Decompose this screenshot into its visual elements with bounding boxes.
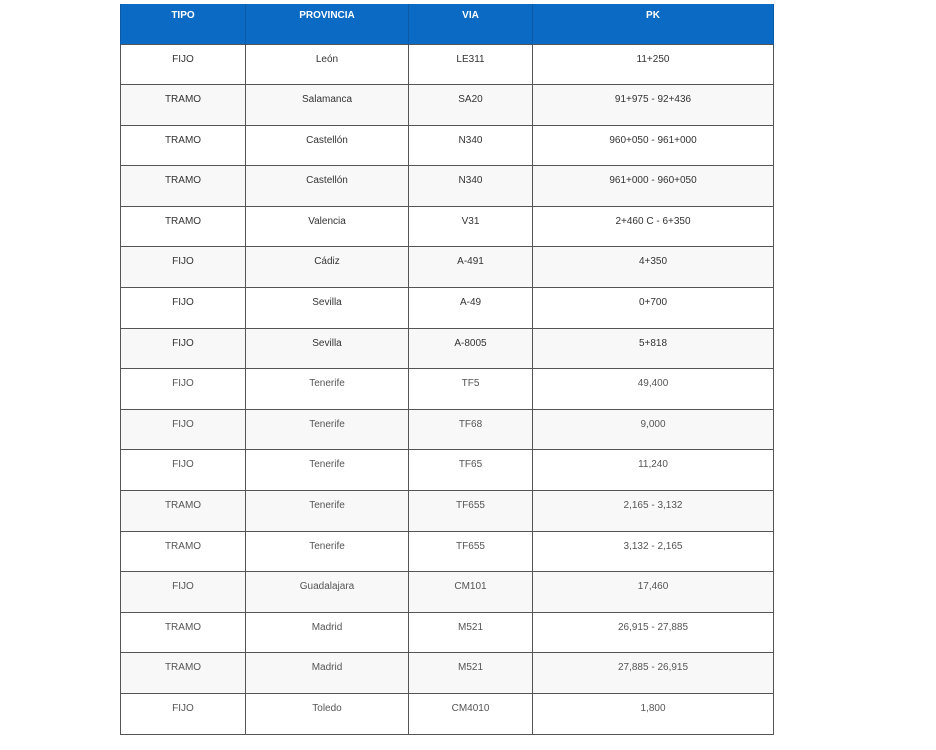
header-row xyxy=(121,4,774,44)
cell-via: TF65 xyxy=(409,450,533,491)
cell-provincia: Madrid xyxy=(246,612,409,653)
header-pk[interactable]: PK xyxy=(533,4,774,44)
cell-provincia: Tenerife xyxy=(246,369,409,410)
cell-tipo: TRAMO xyxy=(121,166,246,207)
cell-pk: 91+975 - 92+436 xyxy=(533,85,774,126)
cell-via: M521 xyxy=(409,653,533,694)
table-row xyxy=(121,450,774,491)
cell-tipo: TRAMO xyxy=(121,125,246,166)
cell-tipo: TRAMO xyxy=(121,491,246,532)
table-body xyxy=(121,44,774,734)
speed-camera-table-container xyxy=(120,4,773,735)
cell-pk: 4+350 xyxy=(533,247,774,288)
cell-tipo: FIJO xyxy=(121,409,246,450)
cell-via: CM101 xyxy=(409,572,533,613)
cell-tipo: FIJO xyxy=(121,247,246,288)
table-row xyxy=(121,288,774,329)
table-row xyxy=(121,531,774,572)
cell-pk: 11,240 xyxy=(533,450,774,491)
cell-provincia: Castellón xyxy=(246,125,409,166)
cell-pk: 9,000 xyxy=(533,409,774,450)
cell-pk: 26,915 - 27,885 xyxy=(533,612,774,653)
cell-via: TF68 xyxy=(409,409,533,450)
cell-via: M521 xyxy=(409,612,533,653)
cell-via: A-49 xyxy=(409,288,533,329)
header-tipo[interactable]: TIPO xyxy=(121,4,246,44)
table-row xyxy=(121,247,774,288)
table-row xyxy=(121,653,774,694)
header-provincia[interactable]: PROVINCIA xyxy=(246,4,409,44)
cell-tipo: TRAMO xyxy=(121,612,246,653)
cell-tipo: FIJO xyxy=(121,328,246,369)
cell-pk: 11+250 xyxy=(533,44,774,85)
cell-pk: 17,460 xyxy=(533,572,774,613)
cell-tipo: FIJO xyxy=(121,572,246,613)
cell-tipo: FIJO xyxy=(121,450,246,491)
table-row xyxy=(121,44,774,85)
table-row xyxy=(121,572,774,613)
cell-provincia: Valencia xyxy=(246,206,409,247)
cell-via: CM4010 xyxy=(409,694,533,735)
cell-provincia: Sevilla xyxy=(246,288,409,329)
table-row xyxy=(121,206,774,247)
cell-tipo: TRAMO xyxy=(121,653,246,694)
cell-pk: 961+000 - 960+050 xyxy=(533,166,774,207)
cell-provincia: Tenerife xyxy=(246,450,409,491)
table-header xyxy=(121,4,774,44)
cell-tipo: FIJO xyxy=(121,369,246,410)
table-row xyxy=(121,166,774,207)
cell-via: SA20 xyxy=(409,85,533,126)
cell-via: LE311 xyxy=(409,44,533,85)
cell-pk: 0+700 xyxy=(533,288,774,329)
cell-pk: 960+050 - 961+000 xyxy=(533,125,774,166)
cell-tipo: FIJO xyxy=(121,694,246,735)
cell-provincia: Sevilla xyxy=(246,328,409,369)
cell-pk: 3,132 - 2,165 xyxy=(533,531,774,572)
cell-via: TF655 xyxy=(409,491,533,532)
cell-pk: 5+818 xyxy=(533,328,774,369)
cell-via: N340 xyxy=(409,166,533,207)
cell-tipo: TRAMO xyxy=(121,531,246,572)
cell-pk: 2,165 - 3,132 xyxy=(533,491,774,532)
table-row xyxy=(121,409,774,450)
cell-pk: 2+460 C - 6+350 xyxy=(533,206,774,247)
cell-provincia: Tenerife xyxy=(246,409,409,450)
cell-provincia: Castellón xyxy=(246,166,409,207)
cell-provincia: Tenerife xyxy=(246,491,409,532)
cell-pk: 1,800 xyxy=(533,694,774,735)
cell-provincia: Salamanca xyxy=(246,85,409,126)
cell-tipo: FIJO xyxy=(121,44,246,85)
cell-via: A-491 xyxy=(409,247,533,288)
cell-pk: 27,885 - 26,915 xyxy=(533,653,774,694)
cell-provincia: Guadalajara xyxy=(246,572,409,613)
cell-provincia: Toledo xyxy=(246,694,409,735)
cell-via: N340 xyxy=(409,125,533,166)
cell-pk: 49,400 xyxy=(533,369,774,410)
cell-via: TF655 xyxy=(409,531,533,572)
cell-provincia: León xyxy=(246,44,409,85)
cell-provincia: Tenerife xyxy=(246,531,409,572)
table-row xyxy=(121,328,774,369)
cell-via: V31 xyxy=(409,206,533,247)
table-row xyxy=(121,125,774,166)
cell-provincia: Cádiz xyxy=(246,247,409,288)
cell-tipo: TRAMO xyxy=(121,85,246,126)
cell-via: TF5 xyxy=(409,369,533,410)
table-row xyxy=(121,694,774,735)
table-row xyxy=(121,612,774,653)
table-row xyxy=(121,85,774,126)
cell-provincia: Madrid xyxy=(246,653,409,694)
header-via[interactable]: VIA xyxy=(409,4,533,44)
table-row xyxy=(121,491,774,532)
cell-via: A-8005 xyxy=(409,328,533,369)
speed-camera-table xyxy=(120,4,774,735)
cell-tipo: TRAMO xyxy=(121,206,246,247)
cell-tipo: FIJO xyxy=(121,288,246,329)
table-row xyxy=(121,369,774,410)
